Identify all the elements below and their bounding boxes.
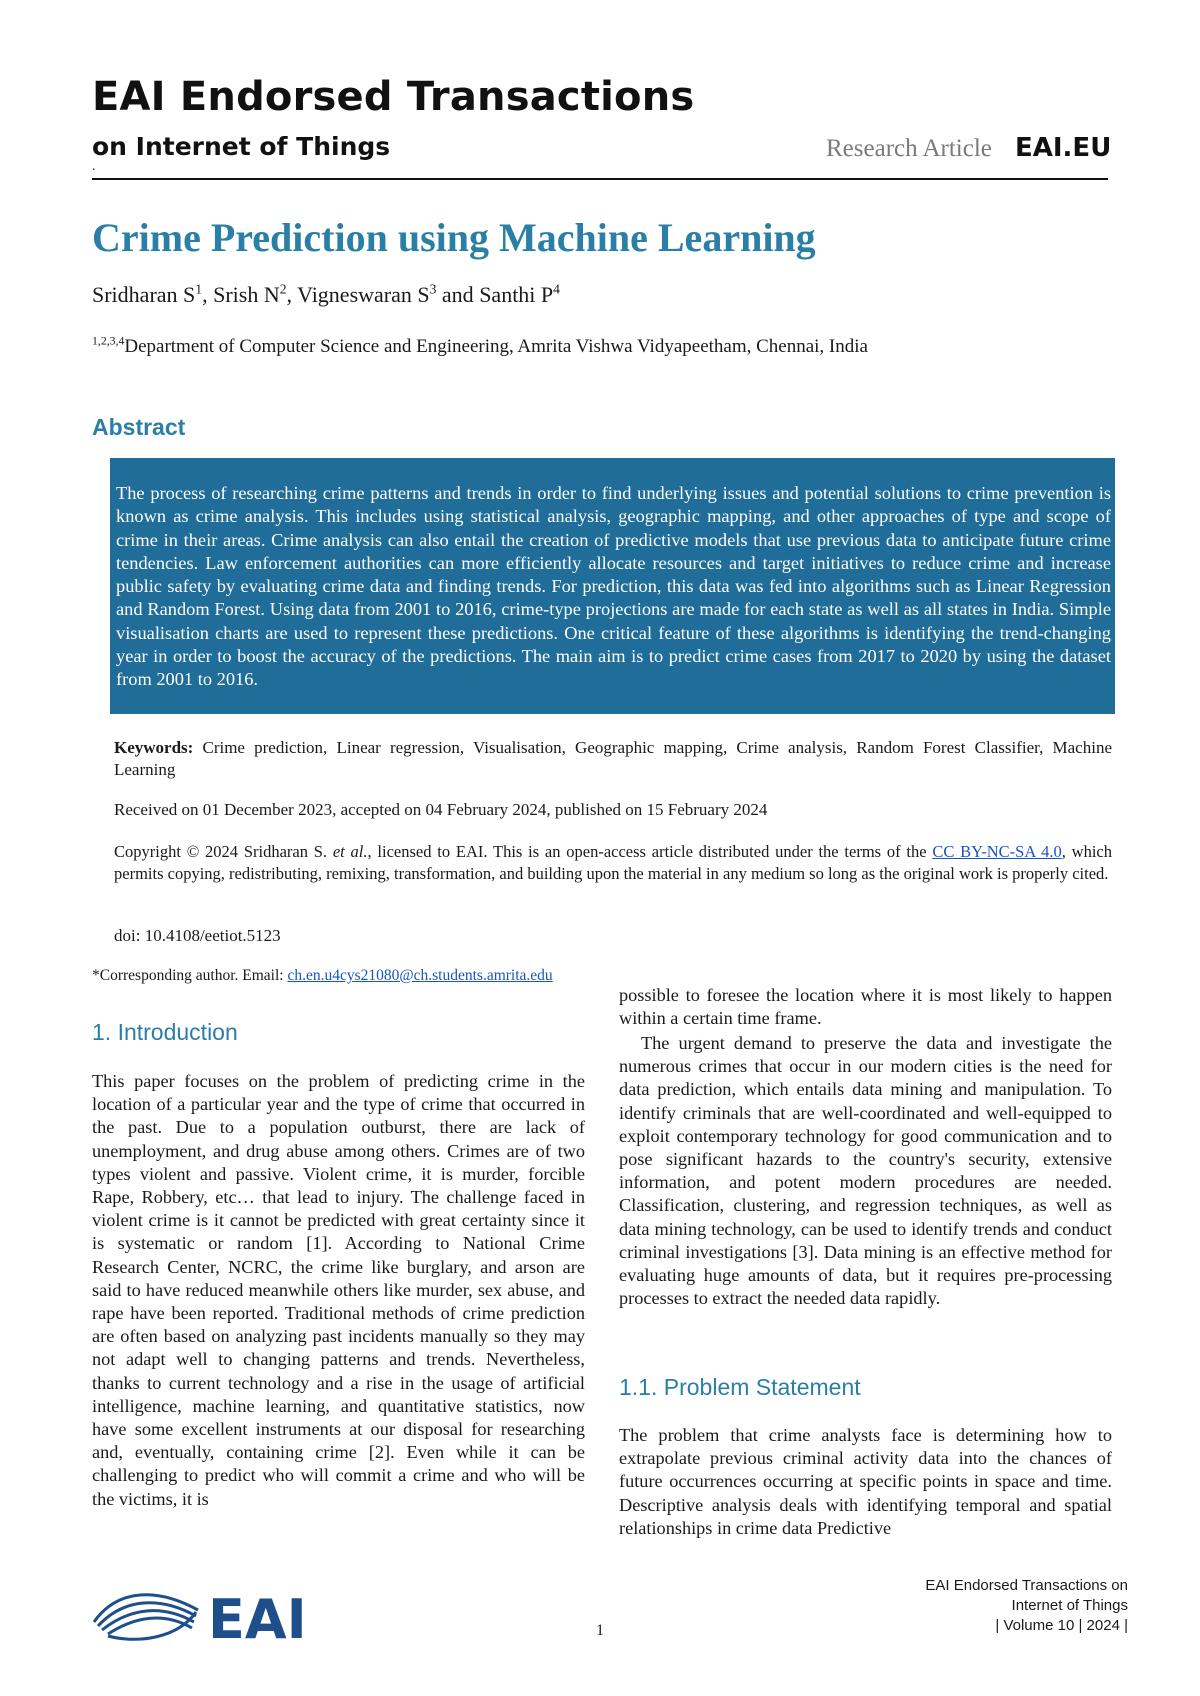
header-dot: . [92,159,96,174]
page-number: 1 [596,1622,604,1639]
et-al: et al. [332,842,368,861]
copyright-text: , licensed to EAI. This is an open-access article distributed under the terms of the [367,842,933,861]
abstract-text: The process of researching crime patterns and trends in order to find underlying issues and potential solutions to crime prevention is known as crime analysis. This includes using statistical analysis, geographic mapping, and other approaches of type and scope of crime in their areas. Crime analysis can also entail the creation of predictive models that use previous data to anticipate future crime tendencies. Law enforcement authorities can more efficiently allocate resources and target initiatives to reduce crime and increase public safety by evaluating crime data and finding trends. For prediction, this data was fed into algorithms such as Linear Regression and Random Forest. Using data from 2001 to 2016, crime-type projections are made for each state as well as all states in India. Simple visualisation charts are used to represent these predictions. One critical feature of these algorithms is identifying the trend-changing year in order to boost the accuracy of the predictions. The main aim is to predict crime cases from 2017 to 2020 by using the dataset from 2001 to 2016. [116,483,1111,690]
right-column-paragraph [619,984,1112,1030]
author-affiliation-mark: 1 [195,281,203,297]
author-name: Srish N [213,282,280,307]
section-heading-problem-statement: 1.1. Problem Statement [619,1374,861,1400]
copyright-notice [114,841,1112,884]
header-divider [92,178,1108,180]
author-affiliation-mark: 3 [429,281,437,297]
footer-volume: | Volume 10 | 2024 | [995,1617,1128,1634]
email-link[interactable]: ch.en.u4cys21080@ch.students.amrita.edu [287,967,553,984]
eai-logo-mark [88,1578,338,1648]
author-affiliation-mark: 2 [279,281,287,297]
footer-journal-info [880,1576,1128,1636]
license-link[interactable]: CC BY-NC-SA 4.0 [932,842,1062,861]
section-heading-introduction: 1. Introduction [92,1019,238,1045]
journal-subtitle: on Internet of Things [92,132,391,161]
abstract-heading: Abstract [92,414,186,440]
logo-wordmark: EAI [208,1588,307,1648]
received-dates: Received on 01 December 2023, accepted on 04 February 2024, published on 15 February 2024 [114,800,768,819]
affiliation-text: Department of Computer Science and Engineering, Amrita Vishwa Vidyapeetham, Chennai, India [124,336,868,357]
corresponding-author [92,967,553,985]
author-name: Vigneswaran S [297,282,430,307]
keywords [114,737,1112,781]
corresponding-label: *Corresponding author. Email: [92,967,288,984]
author-affiliation-mark: 4 [553,281,560,297]
copyright-text: , which permits copying, redistributing, remixing, transformation, and building upon the material in any medium so long as the original work is properly cited. [114,842,1112,883]
author-name: Santhi P [479,282,554,307]
eai-logo [88,1578,338,1653]
journal-title: EAI Endorsed Transactions [92,74,695,120]
author-list [92,282,560,308]
author-separator: , [202,282,214,307]
article-type-label: Research Article [826,135,992,162]
paragraph: possible to foresee the location where it is most likely to happen within a certain time frame. [619,985,1112,1029]
right-column-paragraph [619,1424,1112,1540]
doi: doi: 10.4108/eetiot.5123 [114,926,281,945]
affiliation-mark: 1,2,3,4 [92,334,125,348]
paragraph: The problem that crime analysts face is determining how to extrapolate previous criminal activity data into the chances of future occurrences occurring at specific points in space and time. Descriptive analysis deals with identifying temporal and spatial relationships in crime data Predictive [619,1425,1112,1538]
author-separator: , [286,282,298,307]
keywords-text: Crime prediction, Linear regression, Visualisation, Geographic mapping, Crime analysis, Random Forest Classifier, Machine Learning [114,738,1112,779]
introduction-paragraph [92,1070,585,1511]
paper-title: Crime Prediction using Machine Learning [92,215,816,260]
paragraph: The urgent demand to preserve the data and investigate the numerous crimes that occur in our modern cities is the need for data prediction, which entails data mining and manipulation. To identify criminals that are well-coordinated and well-equipped to exploit contemporary technology for good communication and to pose significant hazards to the country's security, extensive information, and potent modern procedures are needed. Classification, clustering, and regression techniques, as well as data mining technology, can be used to identify trends and conduct criminal investigations [3]. Data mining is an effective method for evaluating huge amounts of data, but it requires pre-processing processes to extract the needed data rapidly. [619,1033,1112,1309]
footer-journal-line: EAI Endorsed Transactions on [925,1577,1128,1594]
right-column-paragraph [619,1032,1112,1310]
footer-journal-line: Internet of Things [1011,1597,1128,1614]
keywords-label: Keywords: [114,738,194,757]
abstract-box [110,458,1115,714]
author-name: Sridharan S [92,282,196,307]
author-separator: and [436,282,480,307]
affiliation [92,336,868,358]
paragraph: This paper focuses on the problem of predicting crime in the location of a particular year and the type of crime that occurred in the past. Due to a population outburst, there are lack of unemployment, and drug abuse among others. Crimes are of two types violent and passive. Violent crime, it is murder, forcible Rape, Robbery, etc… that lead to injury. The challenge faced in violent crime is it cannot be predicted with great certainty since it is systematic or random [1]. According to National Crime Research Center, NCRC, the crime like burglary, and arson are said to have reduced meanwhile others like murder, sex abuse, and rape have been reported. Traditional methods of crime prediction are often based on analyzing past incidents manually so they may not adapt well to changing patterns and trends. Nevertheless, thanks to current technology and a rise in the usage of artificial intelligence, machine learning, and quantitative statistics, now have some excellent instruments at our disposal for researching and, eventually, containing crime [2]. Even while it can be challenging to predict who will commit a crime and who will be the victims, it is [92,1071,585,1509]
copyright-text: Copyright © 2024 Sridharan S. [114,842,333,861]
brand-wordmark: EAI.EU [1015,133,1112,163]
